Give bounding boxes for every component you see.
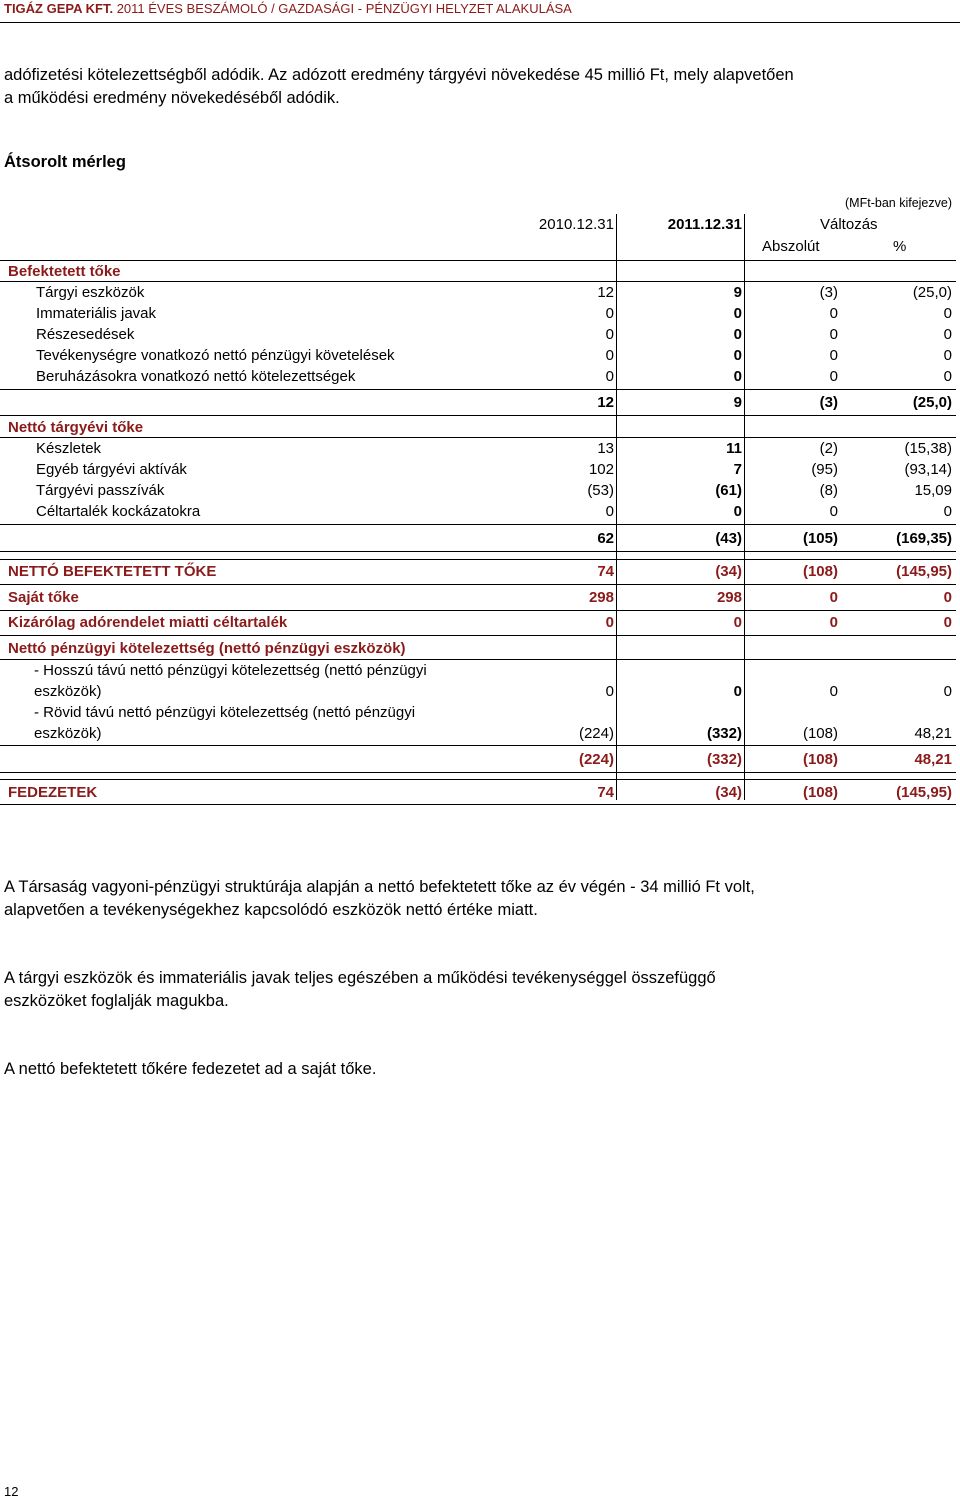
value-2010: 62 bbox=[597, 530, 614, 547]
row-label: Saját tőke bbox=[8, 589, 79, 606]
value-2011: 0 bbox=[733, 326, 742, 343]
group-title-netto: Nettó tárgyévi tőke bbox=[8, 419, 144, 436]
value-pct: (145,95) bbox=[896, 784, 952, 801]
value-2010: 102 bbox=[588, 461, 614, 478]
unit-note: (MFt-ban kifejezve) bbox=[845, 196, 952, 210]
value-2010: 298 bbox=[588, 589, 614, 606]
value-2011: 9 bbox=[733, 394, 742, 411]
value-pct: 15,09 bbox=[914, 482, 952, 499]
row-rule bbox=[0, 584, 956, 585]
value-2010: 0 bbox=[605, 326, 614, 343]
intro-line-2: a működési eredmény növekedéséből adódik. bbox=[4, 89, 340, 107]
company-name: TIGÁZ GEPA KFT. bbox=[4, 1, 114, 16]
row-label: NETTÓ BEFEKTETETT TŐKE bbox=[8, 563, 217, 580]
row-label: Tárgyi eszközök bbox=[36, 284, 145, 301]
col-separator-left bbox=[616, 214, 617, 800]
col-header-change: Változás bbox=[820, 216, 878, 233]
row-rule bbox=[0, 389, 956, 390]
group-title-npk: Nettó pénzügyi kötelezettség (nettó pénzügyi eszközök) bbox=[8, 640, 406, 657]
row-label-line2: eszközök) bbox=[34, 725, 102, 742]
intro-line-1: adófizetési kötelezettségből adódik. Az adózott eredmény tárgyévi növekedése 45 millió Ft, mely alapvetően bbox=[4, 66, 794, 84]
row-label: Készletek bbox=[36, 440, 102, 457]
paragraph-1-line-1: A Társaság vagyoni-pénzügyi struktúrája alapján a nettó befektetett tőke az év végén - 34 millió Ft volt, bbox=[4, 878, 755, 896]
row-rule bbox=[0, 437, 956, 438]
value-pct: (25,0) bbox=[912, 394, 952, 411]
row-rule bbox=[0, 772, 956, 773]
value-2011: 0 bbox=[733, 347, 742, 364]
value-pct: (93,14) bbox=[904, 461, 952, 478]
value-abs: 0 bbox=[829, 614, 838, 631]
paragraph-2-line-2: eszközöket foglalják magukba. bbox=[4, 992, 229, 1010]
value-2010: 12 bbox=[597, 394, 614, 411]
value-2011: 0 bbox=[733, 368, 742, 385]
row-label: Tárgyévi passzívák bbox=[36, 482, 165, 499]
value-2010: 74 bbox=[597, 563, 614, 580]
value-pct: 0 bbox=[943, 589, 952, 606]
row-rule bbox=[0, 745, 956, 746]
value-2010: 0 bbox=[605, 305, 614, 322]
row-rule bbox=[0, 659, 956, 660]
row-label: Immateriális javak bbox=[36, 305, 157, 322]
value-2010: 13 bbox=[597, 440, 614, 457]
row-rule bbox=[0, 635, 956, 636]
value-abs: (8) bbox=[819, 482, 838, 499]
value-2011: (43) bbox=[715, 530, 742, 547]
row-rule bbox=[0, 779, 956, 780]
value-pct: 0 bbox=[943, 305, 952, 322]
value-2011: 298 bbox=[716, 589, 742, 606]
value-abs: (3) bbox=[819, 284, 838, 301]
value-abs: 0 bbox=[829, 503, 838, 520]
row-rule bbox=[0, 804, 956, 805]
value-2011: 0 bbox=[733, 305, 742, 322]
row-rule bbox=[0, 551, 956, 552]
value-2010: (53) bbox=[587, 482, 614, 499]
value-2011: 0 bbox=[733, 683, 742, 700]
value-abs: (105) bbox=[802, 530, 838, 547]
value-2010: 0 bbox=[605, 614, 614, 631]
value-abs: (2) bbox=[819, 440, 838, 457]
row-label: Céltartalék kockázatokra bbox=[36, 503, 201, 520]
value-2010: 0 bbox=[605, 503, 614, 520]
value-pct: 48,21 bbox=[914, 751, 952, 768]
row-label-line2: eszközök) bbox=[34, 683, 102, 700]
row-rule bbox=[0, 415, 956, 416]
value-2010: 0 bbox=[605, 368, 614, 385]
group-title-befektetett: Befektetett tőke bbox=[8, 263, 121, 280]
value-pct: 0 bbox=[943, 614, 952, 631]
row-rule bbox=[0, 610, 956, 611]
row-label: Tevékenységre vonatkozó nettó pénzügyi követelések bbox=[36, 347, 395, 364]
value-abs: 0 bbox=[829, 347, 838, 364]
value-abs: 0 bbox=[829, 589, 838, 606]
value-2011: 11 bbox=[726, 440, 742, 457]
value-abs: (108) bbox=[802, 563, 838, 580]
row-rule bbox=[0, 281, 956, 282]
row-label-line1: - Rövid távú nettó pénzügyi kötelezettség (nettó pénzügyi bbox=[34, 704, 416, 721]
col-header-percent: % bbox=[893, 238, 907, 255]
value-2011: 7 bbox=[733, 461, 742, 478]
paragraph-2-line-1: A tárgyi eszközök és immateriális javak teljes egészében a működési tevékenységgel összefüggő bbox=[4, 969, 716, 987]
value-2010: (224) bbox=[578, 751, 614, 768]
value-2011: 0 bbox=[733, 614, 742, 631]
value-pct: 0 bbox=[943, 503, 952, 520]
value-abs: (108) bbox=[802, 751, 838, 768]
value-pct: (169,35) bbox=[896, 530, 952, 547]
row-rule bbox=[0, 260, 956, 261]
report-title: 2011 ÉVES BESZÁMOLÓ / GAZDASÁGI - PÉNZÜGYI HELYZET ALAKULÁSA bbox=[116, 1, 572, 16]
value-pct: 0 bbox=[943, 326, 952, 343]
value-pct: 48,21 bbox=[914, 725, 952, 742]
value-pct: 0 bbox=[943, 368, 952, 385]
value-2011: 0 bbox=[733, 503, 742, 520]
value-abs: 0 bbox=[829, 305, 838, 322]
col-separator-right bbox=[744, 214, 745, 800]
value-2011: (34) bbox=[715, 784, 742, 801]
value-pct: 0 bbox=[943, 683, 952, 700]
row-rule bbox=[0, 524, 956, 525]
value-2010: 0 bbox=[605, 347, 614, 364]
col-header-absolute: Abszolút bbox=[762, 238, 820, 255]
value-abs: (108) bbox=[802, 784, 838, 801]
row-label: Egyéb tárgyévi aktívák bbox=[36, 461, 187, 478]
value-abs: (108) bbox=[802, 725, 838, 742]
value-abs: 0 bbox=[829, 683, 838, 700]
value-pct: (25,0) bbox=[912, 284, 952, 301]
value-2011: (332) bbox=[706, 725, 742, 742]
value-2010: 12 bbox=[597, 284, 614, 301]
value-2011: (61) bbox=[715, 482, 742, 499]
value-2011: (34) bbox=[715, 563, 742, 580]
value-2010: 74 bbox=[597, 784, 614, 801]
section-title: Átsorolt mérleg bbox=[4, 153, 126, 171]
value-2011: 9 bbox=[733, 284, 742, 301]
row-label-line1: - Hosszú távú nettó pénzügyi kötelezettség (nettó pénzügyi bbox=[34, 662, 427, 679]
value-abs: (95) bbox=[811, 461, 838, 478]
col-header-2011: 2011.12.31 bbox=[667, 216, 742, 233]
row-label: Kizárólag adórendelet miatti céltartalék bbox=[8, 614, 288, 631]
value-pct: (145,95) bbox=[896, 563, 952, 580]
value-abs: 0 bbox=[829, 368, 838, 385]
row-label: Beruházásokra vonatkozó nettó kötelezettségek bbox=[36, 368, 356, 385]
paragraph-1-line-2: alapvetően a tevékenységekhez kapcsolódó eszközök nettó értéke miatt. bbox=[4, 901, 538, 919]
page-number: 12 bbox=[4, 1484, 19, 1499]
value-abs: (3) bbox=[819, 394, 838, 411]
row-rule bbox=[0, 559, 956, 560]
value-2011: (332) bbox=[706, 751, 742, 768]
value-2010: 0 bbox=[605, 683, 614, 700]
col-header-2010: 2010.12.31 bbox=[538, 216, 614, 233]
value-pct: 0 bbox=[943, 347, 952, 364]
row-label: FEDEZETEK bbox=[8, 784, 98, 801]
value-pct: (15,38) bbox=[904, 440, 952, 457]
paragraph-3: A nettó befektetett tőkére fedezetet ad a saját tőke. bbox=[4, 1060, 377, 1078]
value-abs: 0 bbox=[829, 326, 838, 343]
value-2010: (224) bbox=[578, 725, 614, 742]
row-label: Részesedések bbox=[36, 326, 135, 343]
